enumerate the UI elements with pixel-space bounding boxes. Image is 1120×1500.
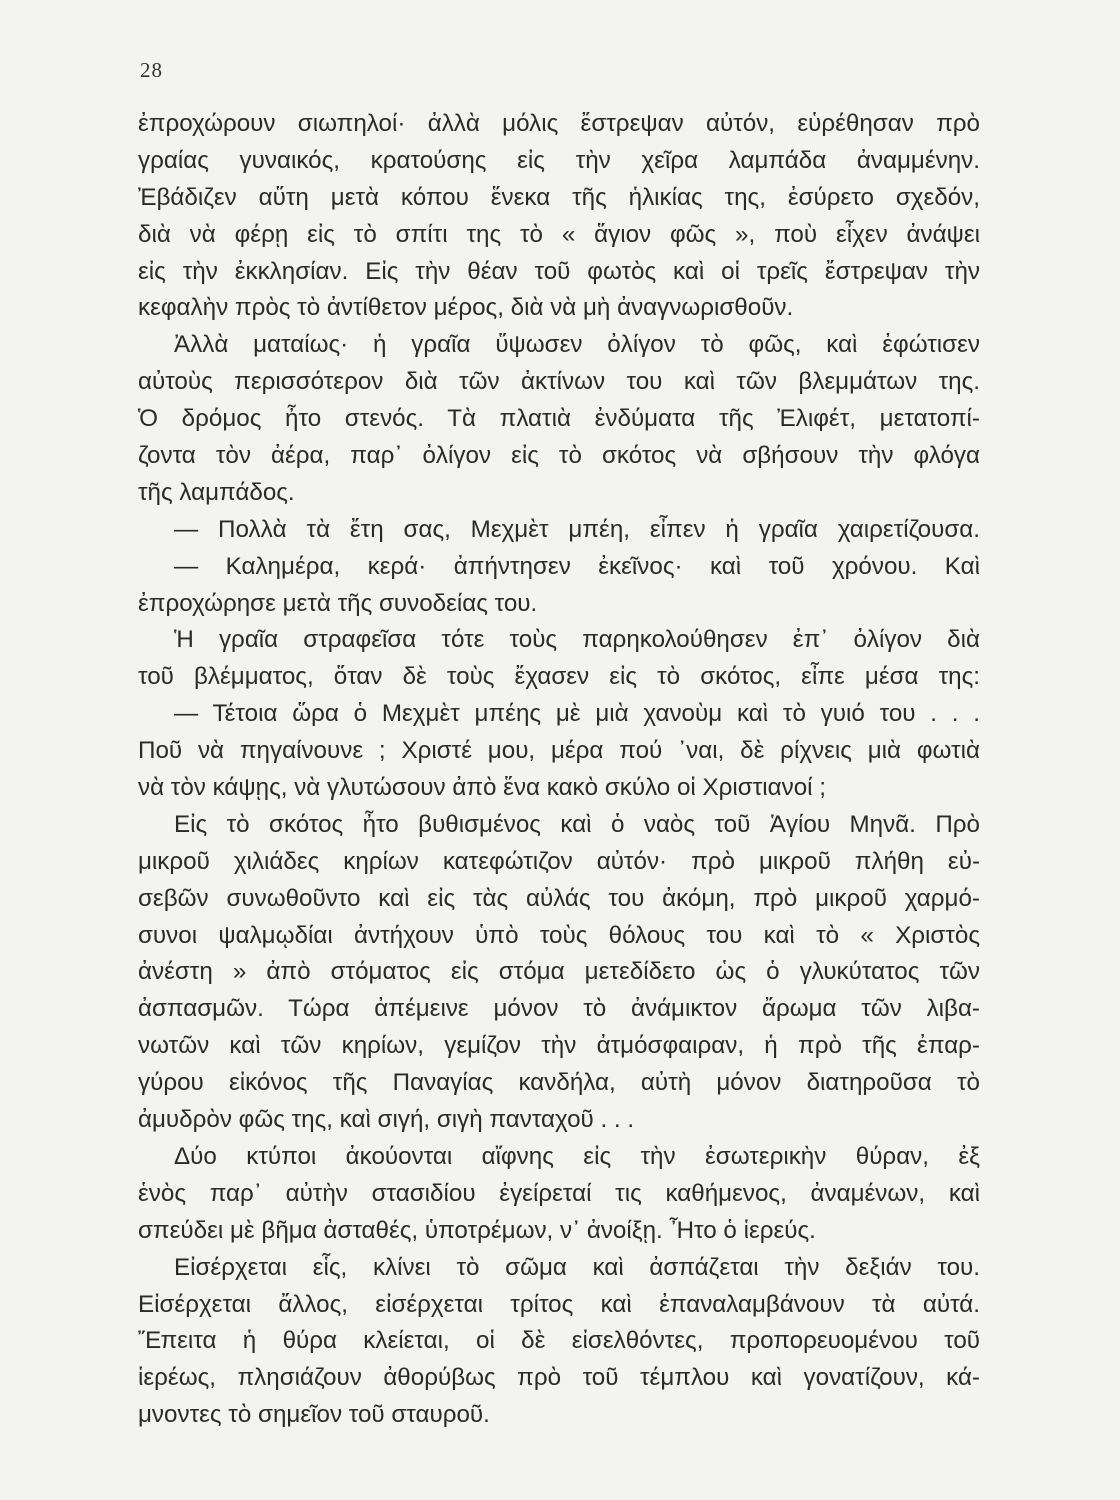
text-line: Ποῦ νὰ πηγαίνουνε ; Χριστέ μου, μέρα πού ᾽ναι, δὲ ρίχνεις μιὰ φωτιὰ xyxy=(138,737,980,765)
text-line: — Πολλὰ τὰ ἔτη σας, Μεχμὲτ μπέη, εἶπεν ἡ γραῖα χαιρετίζουσα. xyxy=(174,515,980,543)
text-line: σεβῶν συνωθοῦντο καὶ εἰς τὰς αὐλάς του ἀκόμη, πρὸ μικροῦ χαρμό- xyxy=(138,884,980,912)
text-line: ἐπροχώρουν σιωπηλοί· ἀλλὰ μόλις ἔστρεψαν αὐτόν, εὑρέθησαν πρὸ xyxy=(138,110,980,137)
text-line: εἰς τὴν ἐκκλησίαν. Εἰς τὴν θέαν τοῦ φωτὸς καὶ οἱ τρεῖς ἔστρεψαν τὴν xyxy=(138,257,980,285)
text-line: γύρου εἰκόνος τῆς Παναγίας κανδήλα, αὐτὴ μόνον διατηροῦσα τὸ xyxy=(138,1069,980,1097)
body-text xyxy=(138,106,980,1434)
text-line: συνοι ψαλμῳδίαι ἀντήχουν ὑπὸ τοὺς θόλους του καὶ τὸ « Χριστὸς xyxy=(138,921,980,949)
text-line: γραίας γυναικός, κρατούσης εἰς τὴν χεῖρα λαμπάδα ἀναμμένην. xyxy=(138,146,980,174)
text-line: Ὁ δρόμος ἦτο στενός. Τὰ πλατιὰ ἐνδύματα τῆς Ἐλιφέτ, μετατοπί- xyxy=(138,405,980,433)
text-line: κεφαλὴν πρὸς τὸ ἀντίθετον μέρος, διὰ νὰ μὴ ἀναγνωρισθοῦν. xyxy=(138,294,794,322)
text-line: διὰ νὰ φέρῃ εἰς τὸ σπίτι της τὸ « ἅγιον φῶς », ποὺ εἶχεν ἀνάψει xyxy=(138,220,980,248)
text-line: Ἔπειτα ἡ θύρα κλείεται, οἱ δὲ εἰσελθόντες, προπορευομένου τοῦ xyxy=(138,1327,980,1355)
text-line: ἀσπασμῶν. Τώρα ἀπέμεινε μόνον τὸ ἀνάμικτον ἄρωμα τῶν λιβα- xyxy=(138,995,980,1023)
text-line: ἱερέως, πλησιάζουν ἀθορύβως πρὸ τοῦ τέμπλου καὶ γονατίζουν, κά- xyxy=(138,1364,980,1392)
text-line: Δύο κτύποι ἀκούονται αἴφνης εἰς τὴν ἐσωτερικὴν θύραν, ἐξ xyxy=(174,1142,980,1170)
text-line: αὐτοὺς περισσότερον διὰ τῶν ἀκτίνων του καὶ τῶν βλεμμάτων της. xyxy=(138,368,980,396)
text-line: νὰ τὸν κάψῃς, νὰ γλυτώσουν ἀπὸ ἕνα κακὸ σκύλο οἱ Χριστιανοί ; xyxy=(138,774,826,802)
text-line: ζοντα τὸν ἀέρα, παρ᾽ ὀλίγον εἰς τὸ σκότος νὰ σβήσουν τὴν φλόγα xyxy=(138,442,980,470)
text-line: Εἰς τὸ σκότος ἦτο βυθισμένος καὶ ὁ ναὸς τοῦ Ἁγίου Μηνᾶ. Πρὸ xyxy=(174,810,980,838)
text-line: — Καλημέρα, κερά· ἀπήντησεν ἐκεῖνος· καὶ τοῦ χρόνου. Καὶ xyxy=(174,552,980,580)
text-line: Ἀλλὰ ματαίως· ἡ γραῖα ὕψωσεν ὀλίγον τὸ φῶς, καὶ ἐφώτισεν xyxy=(174,331,980,359)
text-line: τοῦ βλέμματος, ὅταν δὲ τοὺς ἔχασεν εἰς τὸ σκότος, εἶπε μέσα της: xyxy=(138,663,980,691)
text-line: Εἰσέρχεται ἄλλος, εἰσέρχεται τρίτος καὶ ἐπαναλαμβάνουν τὰ αὐτά. xyxy=(138,1290,980,1318)
text-line: ἐπροχώρησε μετὰ τῆς συνοδείας του. xyxy=(138,589,538,617)
text-line: ἀνέστη » ἀπὸ στόματος εἰς στόμα μετεδίδετο ὡς ὁ γλυκύτατος τῶν xyxy=(138,958,980,986)
text-line: Ἡ γραῖα στραφεῖσα τότε τοὺς παρηκολούθησεν ἐπ᾽ ὀλίγον διὰ xyxy=(174,626,980,654)
text-line: ἀμυδρὸν φῶς της, καὶ σιγή, σιγὴ πανταχοῦ . . . xyxy=(138,1106,635,1134)
text-line: Εἰσέρχεται εἷς, κλίνει τὸ σῶμα καὶ ἀσπάζεται τὴν δεξιάν του. xyxy=(174,1253,980,1281)
page-number: 28 xyxy=(140,58,163,82)
text-line: νωτῶν καὶ τῶν κηρίων, γεμίζον τὴν ἀτμόσφαιραν, ἡ πρὸ τῆς ἐπαρ- xyxy=(138,1032,980,1060)
text-line: μνοντες τὸ σημεῖον τοῦ σταυροῦ. xyxy=(138,1401,490,1429)
text-line: σπεύδει μὲ βῆμα ἀσταθές, ὑποτρέμων, ν᾽ ἀνοίξῃ. Ἦτο ὁ ἱερεύς. xyxy=(138,1216,816,1244)
text-line: τῆς λαμπάδος. xyxy=(138,478,295,506)
text-line: ἑνὸς παρ᾽ αὐτὴν στασιδίου ἐγείρεταί τις καθήμενος, ἀναμένων, καὶ xyxy=(138,1179,980,1207)
text-line: μικροῦ χιλιάδες κηρίων κατεφώτιζον αὐτόν· πρὸ μικροῦ πλήθη εὐ- xyxy=(138,847,980,875)
text-line: — Τέτοια ὥρα ὁ Μεχμὲτ μπέης μὲ μιὰ χανοὺμ καὶ τὸ γυιό του . . . xyxy=(174,700,980,728)
text-line: Ἐβάδιζεν αὕτη μετὰ κόπου ἕνεκα τῆς ἡλικίας της, ἐσύρετο σχεδόν, xyxy=(138,183,980,211)
